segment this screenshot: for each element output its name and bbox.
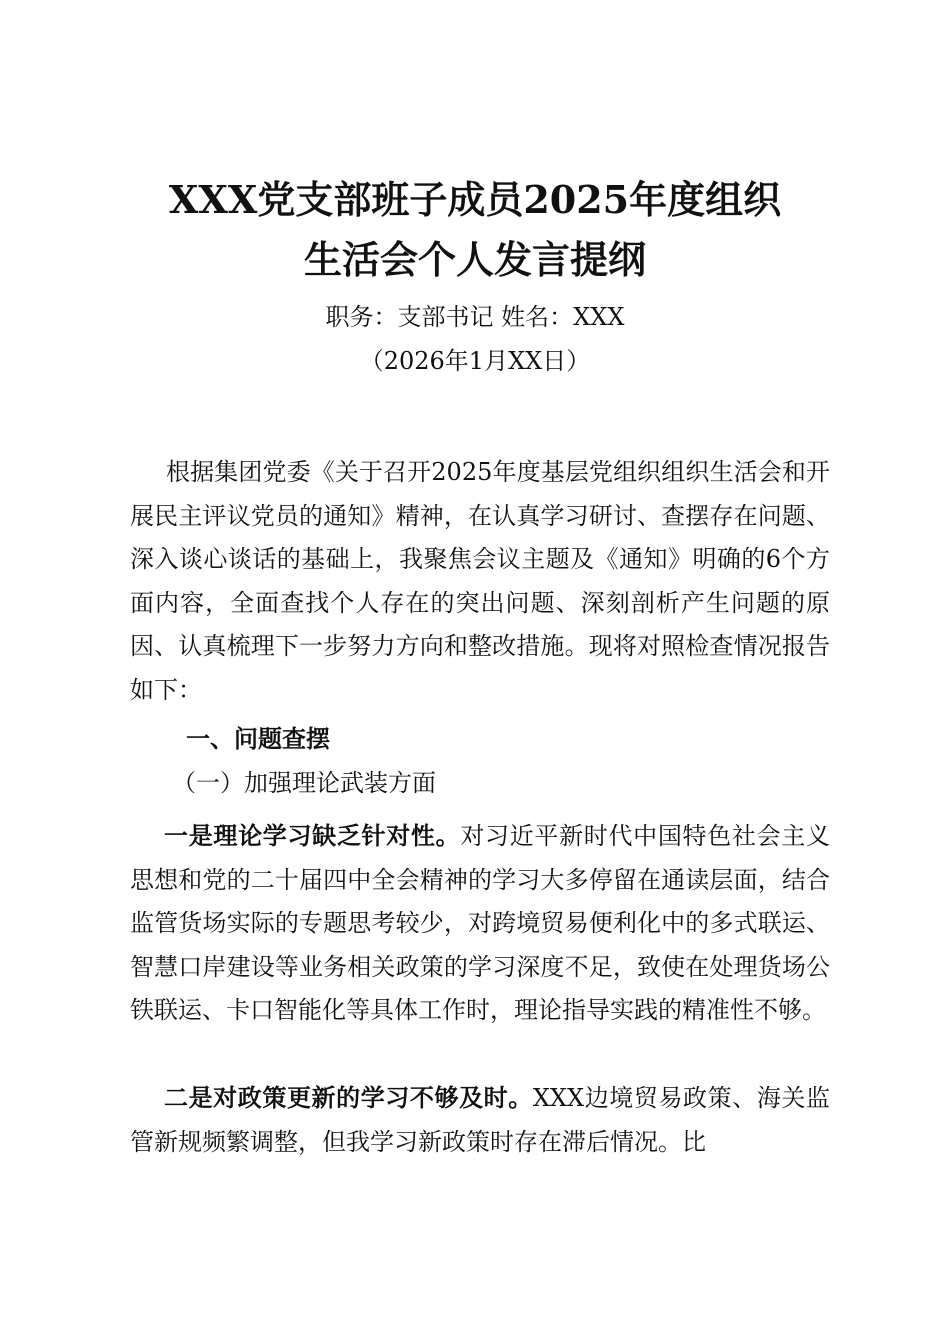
section-heading-problems: 一、问题查摆: [186, 724, 330, 753]
intro-paragraph: 根据集团党委《关于召开2025年度基层党组织组织生活会和开展民主评议党员的通知》精神，在认真学习研讨、查摆存在问题、深入谈心谈话的基础上，我聚焦会议主题及《通知》明确的6个方面内容，全面查找个人存在的突出问题、深刻剖析产生问题的原因、认真梳理下一步努力方向和整改措施。现将对照检查情况报告如下：: [130, 458, 830, 704]
item-2-lead: 二是对政策更新的学习不够及时。: [164, 1083, 533, 1112]
document-date: （2026年1月XX日）: [359, 347, 591, 375]
item-paragraph-1: [130, 814, 830, 1033]
document-title-line-2: 生活会个人发言提纲: [303, 237, 646, 282]
item-1-text: 对习近平新时代中国特色社会主义思想和党的二十届四中全会精神的学习大多停留在通读层面，结合监管货场实际的专题思考较少，对跨境贸易便利化中的多式联运、智慧口岸建设等业务相关政策的学习深度不足，致使在处理货场公铁联运、卡口智能化等具体工作时，理论指导实践的精准性不够。: [130, 822, 831, 1024]
item-1-lead: 一是理论学习缺乏针对性。: [164, 821, 461, 850]
item-paragraph-2: [130, 1076, 830, 1164]
author-role-line: 职务：支部书记 姓名：XXX: [325, 303, 625, 331]
document-title-line-1: XXX党支部班子成员2025年度组织: [168, 177, 782, 222]
item-2-text: XXX边境贸易政策、海关监管新规频繁调整，但我学习新政策时存在滞后情况。比: [130, 1084, 830, 1156]
subsection-heading-theory: （一）加强理论武装方面: [172, 769, 436, 797]
